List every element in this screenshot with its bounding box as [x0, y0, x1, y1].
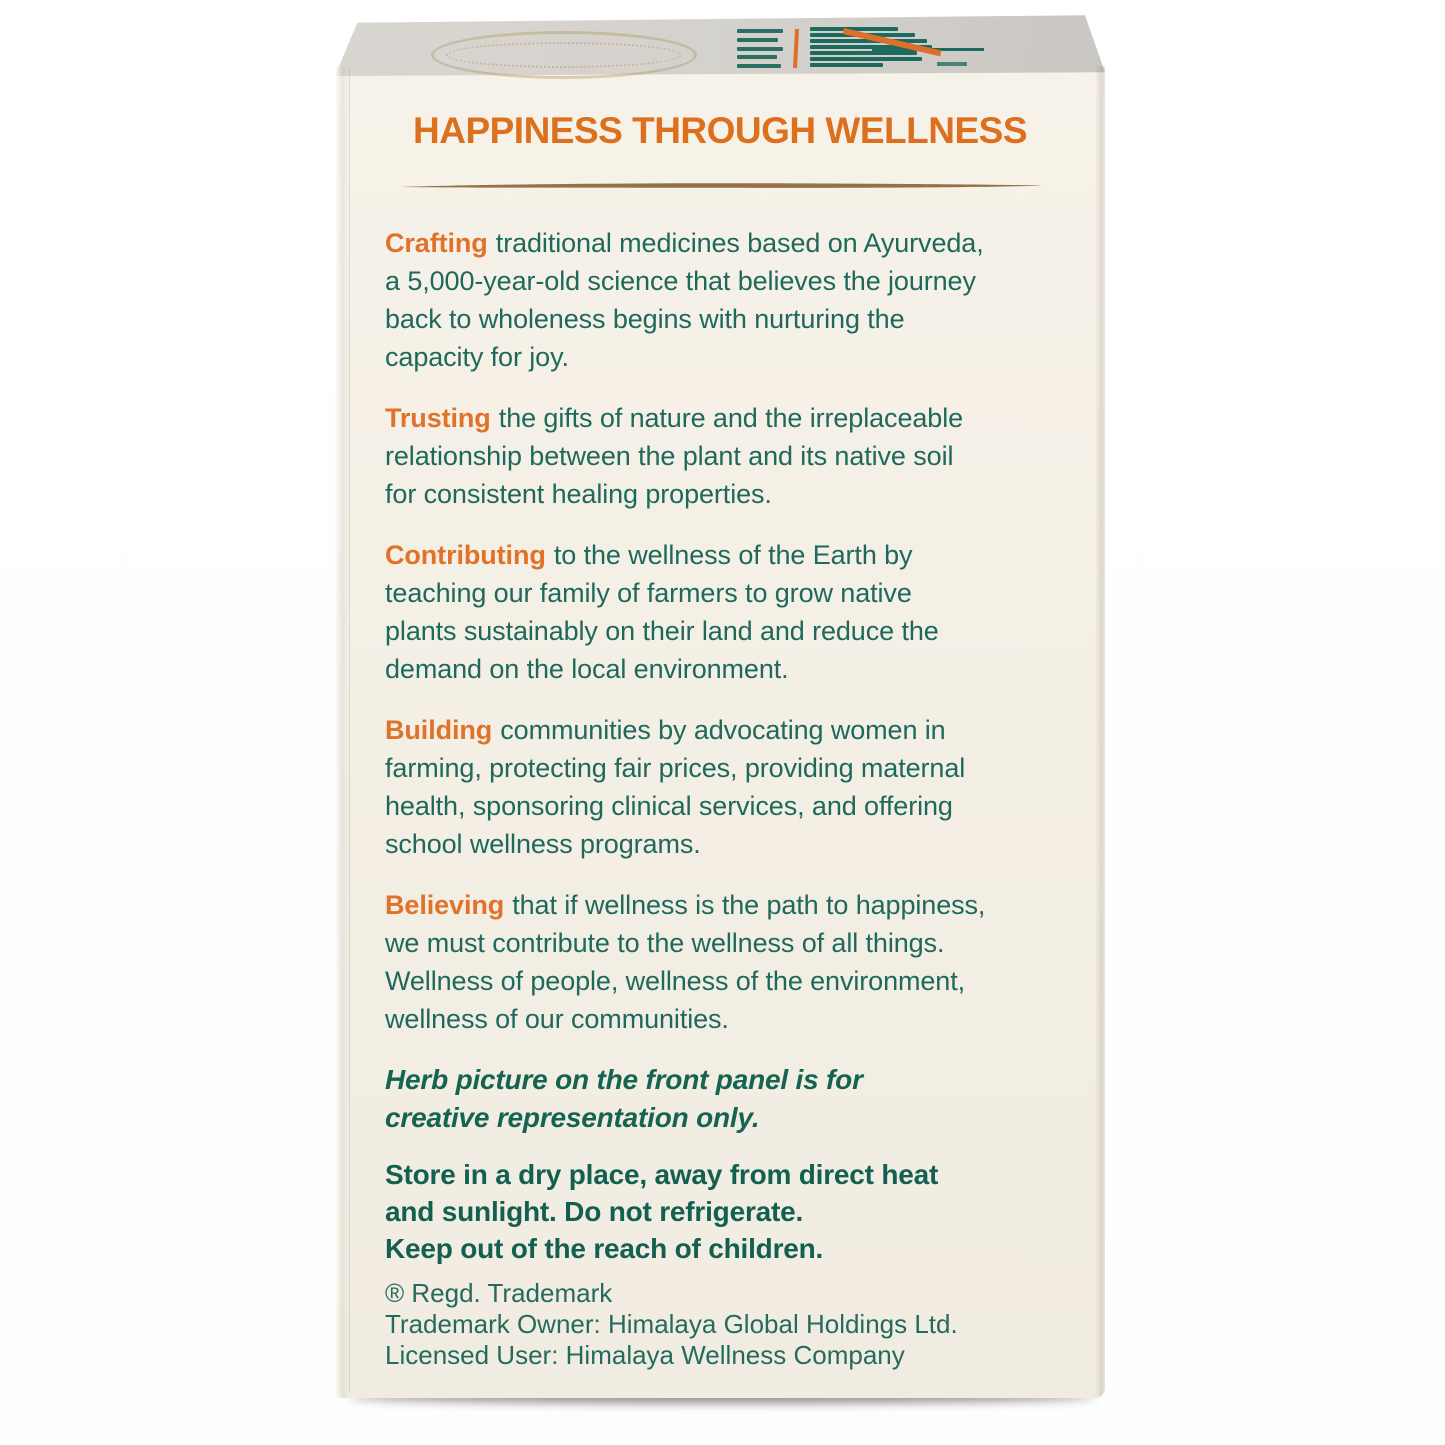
- himalaya-wordmark-icon: [737, 29, 783, 68]
- trademark-line: Licensed User: Himalaya Wellness Company: [385, 1340, 905, 1370]
- note-line: creative representation only.: [385, 1102, 760, 1133]
- lead-word-crafting: Crafting: [385, 228, 488, 258]
- body-line: back to wholeness begins with nurturing the: [385, 304, 905, 334]
- note-line: Herb picture on the front panel is for: [385, 1064, 863, 1095]
- paragraph-contributing: [385, 536, 1063, 688]
- lead-word-believing: Believing: [385, 890, 505, 920]
- body-line: that if wellness is the path to happiness,: [512, 890, 986, 920]
- gold-seal-inner-ring: [446, 42, 682, 68]
- body-line: communities by advocating women in: [500, 715, 946, 745]
- body-line: traditional medicines based on Ayurveda,: [495, 228, 984, 258]
- body-line: teaching our family of farmers to grow native: [385, 578, 912, 608]
- body-line: for consistent healing properties.: [385, 479, 772, 509]
- body-line: Wellness of people, wellness of the environment,: [385, 966, 966, 996]
- trademark-info: [385, 1278, 1063, 1371]
- box-top-flap-artwork: [335, 14, 1105, 76]
- body-line: demand on the local environment.: [385, 654, 789, 684]
- body-line: we must contribute to the wellness of all things.: [385, 928, 945, 958]
- trademark-line: ® Regd. Trademark: [385, 1278, 613, 1308]
- body-line: wellness of our communities.: [385, 1004, 729, 1034]
- product-box-back-panel: [335, 14, 1105, 1398]
- body-line: to the wellness of the Earth by: [553, 540, 913, 570]
- panel-heading: HAPPINESS THROUGH WELLNESS: [413, 110, 1027, 151]
- body-line: relationship between the plant and its native soil: [385, 441, 954, 471]
- lead-word-trusting: Trusting: [385, 403, 491, 433]
- gold-seal-stamp-icon: [431, 31, 697, 79]
- body-line: a 5,000-year-old science that believes the journey: [385, 266, 976, 296]
- panel-body: [335, 191, 1105, 1371]
- body-line: school wellness programs.: [385, 829, 701, 859]
- brush-underline: [395, 179, 1045, 191]
- storage-line: Keep out of the reach of children.: [385, 1233, 824, 1264]
- body-line: farming, protecting fair prices, providing maternal: [385, 753, 966, 783]
- himalaya-leaf-logo-icon: [810, 27, 932, 71]
- box-front-face: [335, 66, 1105, 1398]
- box-left-crease: [349, 68, 350, 1392]
- storage-line: and sunlight. Do not refrigerate.: [385, 1196, 804, 1227]
- paragraph-believing: [385, 886, 1063, 1038]
- paragraph-trusting: [385, 399, 1063, 513]
- body-line: capacity for joy.: [385, 342, 569, 372]
- herb-picture-disclaimer: [385, 1061, 1063, 1137]
- storage-line: Store in a dry place, away from direct heat: [385, 1159, 939, 1190]
- paragraph-building: [385, 711, 1063, 863]
- body-line: health, sponsoring clinical services, and offering: [385, 791, 953, 821]
- paragraph-crafting: [385, 224, 1063, 376]
- orange-divider-bar: [793, 29, 799, 68]
- body-line: the gifts of nature and the irreplaceable: [498, 403, 964, 433]
- storage-instructions: [385, 1156, 1063, 1267]
- lead-word-contributing: Contributing: [385, 540, 546, 570]
- body-line: plants sustainably on their land and reduce the: [385, 616, 939, 646]
- trademark-line: Trademark Owner: Himalaya Global Holdings Ltd.: [385, 1309, 958, 1339]
- lead-word-building: Building: [385, 715, 493, 745]
- box-left-edge-shading: [335, 66, 349, 1398]
- box-right-edge-shading: [1095, 66, 1105, 1398]
- registered-mark-icon: [937, 62, 967, 66]
